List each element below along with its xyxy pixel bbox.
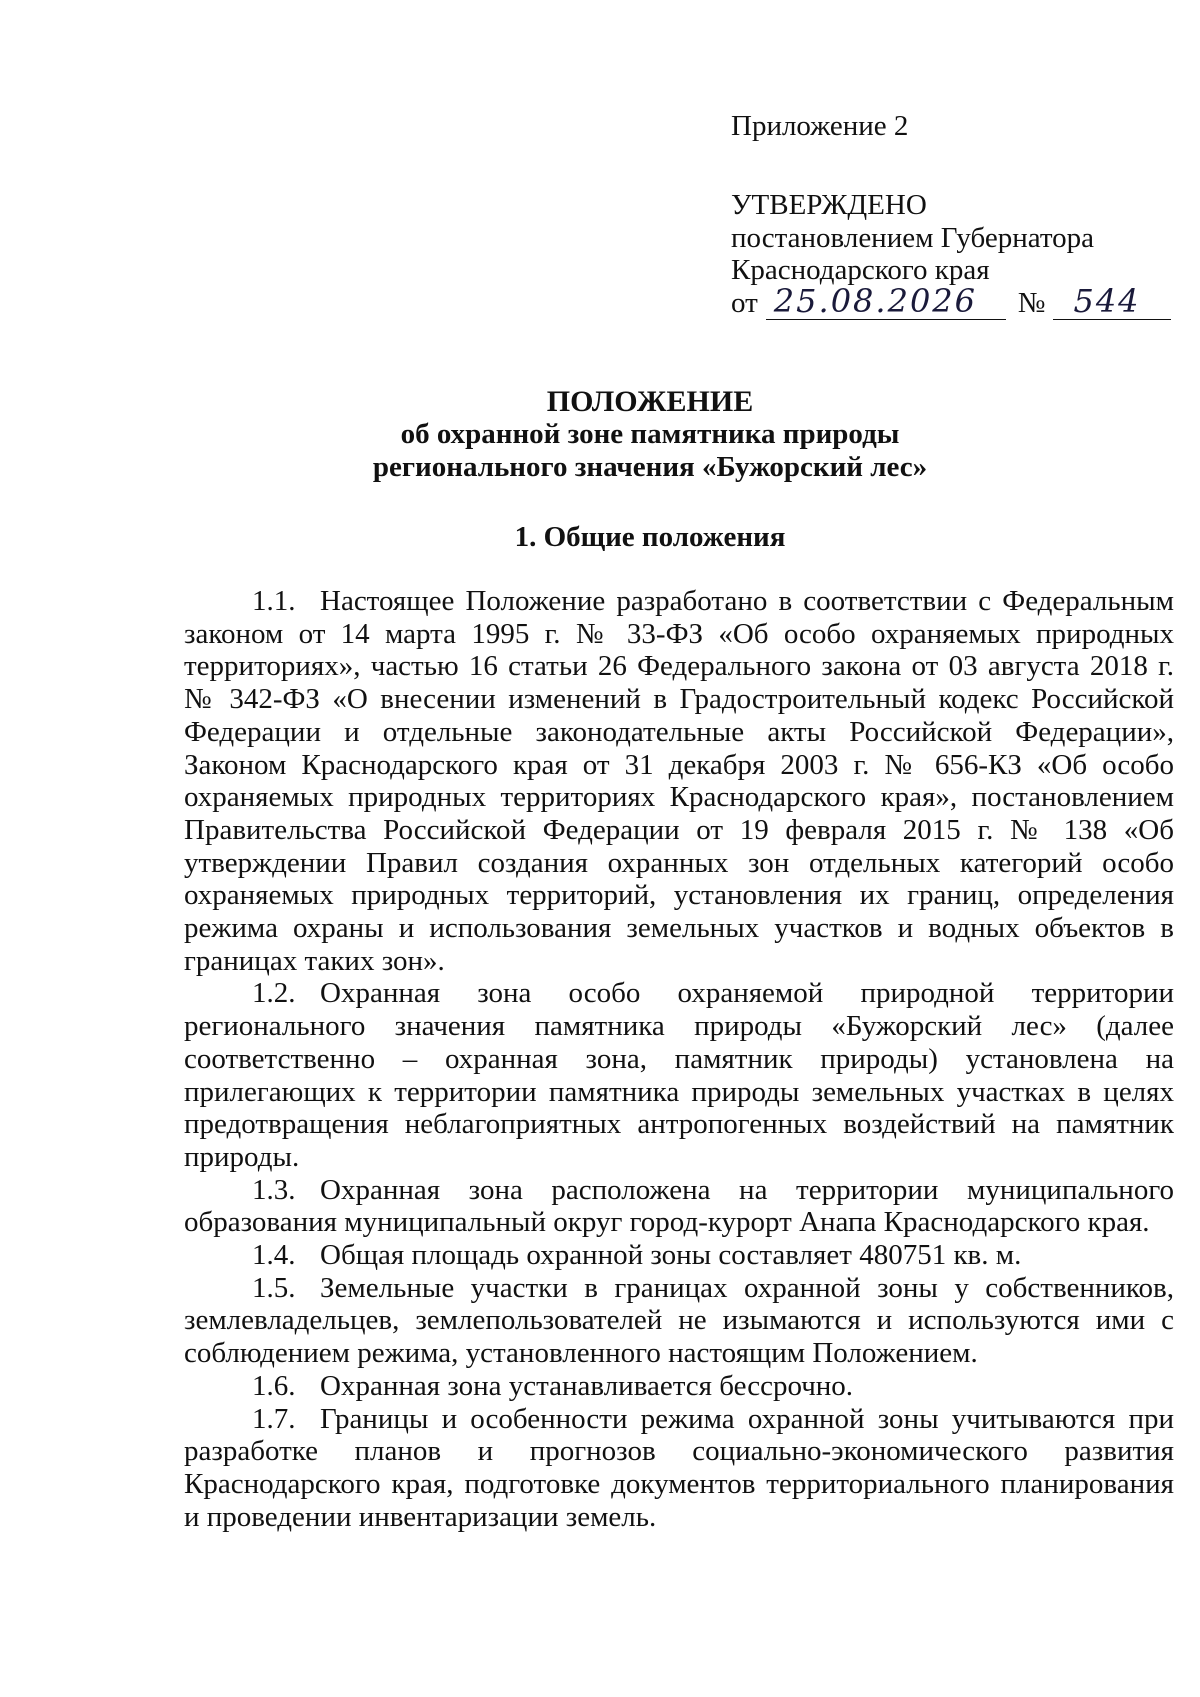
handwritten-number: 544 [1073,282,1141,321]
title-line-1: ПОЛОЖЕНИЕ [546,385,754,418]
appendix-label: Приложение 2 [731,110,909,142]
paragraph-1-6 [184,1370,1174,1403]
paragraph-1-1 [184,585,1174,977]
date-number-line [731,282,1171,321]
approval-block [731,110,1171,320]
from-label: от [731,287,758,320]
paragraph-text: Охранная зона особо охраняемой природной территории регионального значения памятника природы «Бужорский лес» (далее соответственно – охранная зона, памятник природы) установлена на прилегающих к территории памятника природы земельных участках в целях предотвращения неблагоприятных антропогенных воздействий на памятник природы. [184,977,1174,1173]
paragraph-1-4 [184,1239,1174,1272]
title-line-3: регионального значения «Бужорский лес» [372,451,928,483]
date-field [766,282,1006,321]
paragraph-1-3 [184,1174,1174,1239]
paragraph-text: Общая площадь охранной зоны составляет 480751 кв. м. [320,1239,1022,1272]
paragraph-number: 1.3. [252,1173,296,1206]
paragraph-number: 1.6. [252,1369,296,1402]
paragraph-number: 1.7. [252,1402,296,1435]
number-sign: № [1017,287,1046,320]
handwritten-date: 25.08.2026 [773,282,978,321]
paragraph-text: Охранная зона расположена на территории муниципального образования муниципальный округ город-курорт Анапа Краснодарского края. [184,1173,1174,1239]
paragraph-1-2 [184,977,1174,1173]
paragraph-text: Земельные участки в границах охранной зоны у собственников, землевладельцев, землепользователей не изымаются и используются ими с соблюдением режима, установленного настоящим Положением. [184,1271,1174,1370]
paragraph-text: Настоящее Положение разработано в соответствии с Федеральным законом от 14 марта 1995 г. № 33-ФЗ «Об особо охраняемых природных территориях», частью 16 статьи 26 Федерального закона от 03 августа 2018 г. № 342-ФЗ «О внесении изменений в Градостроительный кодекс Российской Федерации и отдельные законодательные акты Российской Федерации», Законом Краснодарского края от 31 декабря 2003 г. № 656-КЗ «Об особо охраняемых природных территориях Краснодарского края», постановлением Правительства Российской Федерации от 19 февраля 2015 г. № 138 «Об утверждении Правил создания охранных зон отдельных категорий особо охраняемых природных территорий, установления их границ, определения режима охраны и использования земельных участков и водных объектов в границах таких зон». [184,585,1174,977]
title-line-2: об охранной зоне памятника природы [400,418,900,450]
section-body [184,585,1174,1533]
paragraph-number: 1.1. [252,585,296,617]
number-field [1053,282,1171,321]
paragraph-1-5 [184,1272,1174,1370]
paragraph-text: Охранная зона устанавливается бессрочно. [320,1369,854,1402]
paragraph-number: 1.4. [252,1239,296,1272]
approved-stamp-text: УТВЕРЖДЕНО [731,189,927,221]
document-title [180,385,1120,484]
paragraph-number: 1.5. [252,1271,296,1304]
paragraph-text: Границы и особенности режима охранной зоны учитываются при разработке планов и прогнозов социально-экономического развития Краснодарского края, подготовке документов территориального планирования и проведении инвентаризации земель. [184,1402,1174,1533]
paragraph-number: 1.2. [252,977,296,1010]
approval-line-1: постановлением Губернатора [731,221,1095,254]
section-heading: 1. Общие положения [514,521,786,553]
approval-line-2: Краснодарского края [731,254,990,287]
paragraph-1-7 [184,1403,1174,1534]
